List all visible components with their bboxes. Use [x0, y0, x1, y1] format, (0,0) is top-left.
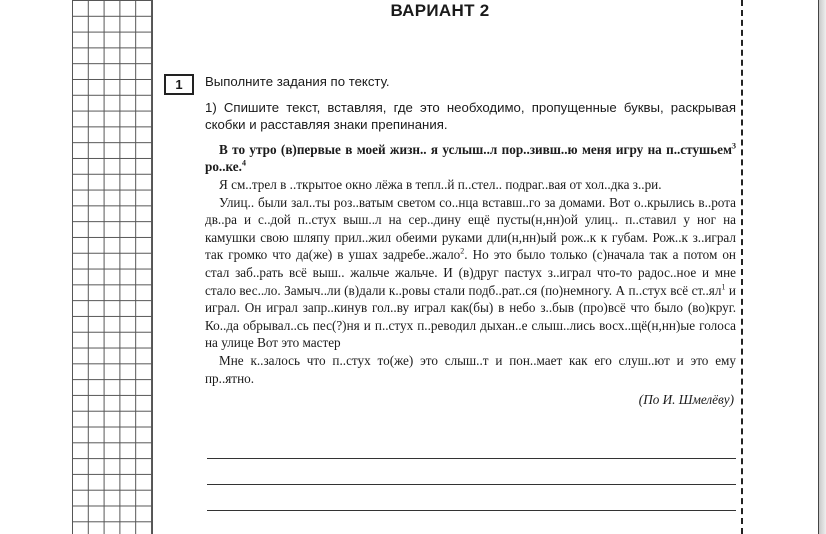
answer-grid: [72, 0, 153, 534]
passage-paragraph-2: Я см..трел в ..ткрытое окно лёжа в тепл..й п..стел.. подраг..вая от хол..дка з..ри.: [219, 176, 662, 192]
author-attribution: (По И. Шмелёву): [638, 392, 734, 408]
task-intro: Выполните задания по тексту.: [205, 74, 390, 89]
page-edge: [818, 0, 826, 534]
variant-title: ВАРИАНТ 2: [390, 1, 490, 20]
answer-line[interactable]: [207, 458, 736, 459]
passage-paragraph-1: В то утро (в)первые в моей жизн.. я услыш..л пор..зивш..ю меня игру на п..стушьем$^3$ ро..ке.$^4$: [205, 141, 736, 175]
task-number-box: 1: [164, 74, 194, 95]
footnote-marker: 4: [241, 158, 246, 168]
footnote-marker: 2: [460, 246, 465, 256]
task-content: [205, 73, 736, 409]
passage-paragraph-4: Мне к..залось что п..стух то(же) это слыш..т и пон..мает как его слуш..ют и это ему пр..ятно.: [205, 352, 736, 386]
passage-paragraph-3: Улиц.. были зал..ты роз..ватым светом со..нца вставш..го за домами. Вот о..крылись в..рота дв..ра и с..дой п..стух выш..л на сер..дину ещё пусты(н,нн)ой улиц.. п..ставил у ног на камушки свою шляпу прил..жил обеими руками дли(н,нн)ый рож..к к губам. Рож..к з..играл так громко что да(же) в ушах задребе..жало$^2$. Но это было только (с)начала так а потом он стал заб..рать всё выш.. жальче жальче. И (в)друг пастух з..играл что-то радос..ное и мне стало вес..ло. Замыч..ли (в)дали к..ровы стали подб..рат..ся (по)немногу. А п..стух всё $ст..ял^1$ и играл. Он играл запр..кинув гол..ву играл как(бы) в небо з..быв (про)всё что было (во)круг. Ко..да обрывал..сь пес(?)ня и п..стух п..реводил дыхан..е слыш..лись восх..щё(н,нн)ые голоса на улице Вот это мастер: [205, 194, 736, 351]
text-passage: [205, 141, 736, 387]
cut-line: [741, 0, 743, 534]
subtask-instruction: 1) Спишите текст, вставляя, где это необходимо, пропущенные буквы, раскрывая скобки и расставляя знаки препинания.: [205, 99, 736, 133]
answer-line[interactable]: [207, 484, 736, 485]
footnote-marker: 3: [732, 141, 736, 151]
answer-line[interactable]: [207, 510, 736, 511]
footnote-marker: 1: [721, 282, 726, 292]
